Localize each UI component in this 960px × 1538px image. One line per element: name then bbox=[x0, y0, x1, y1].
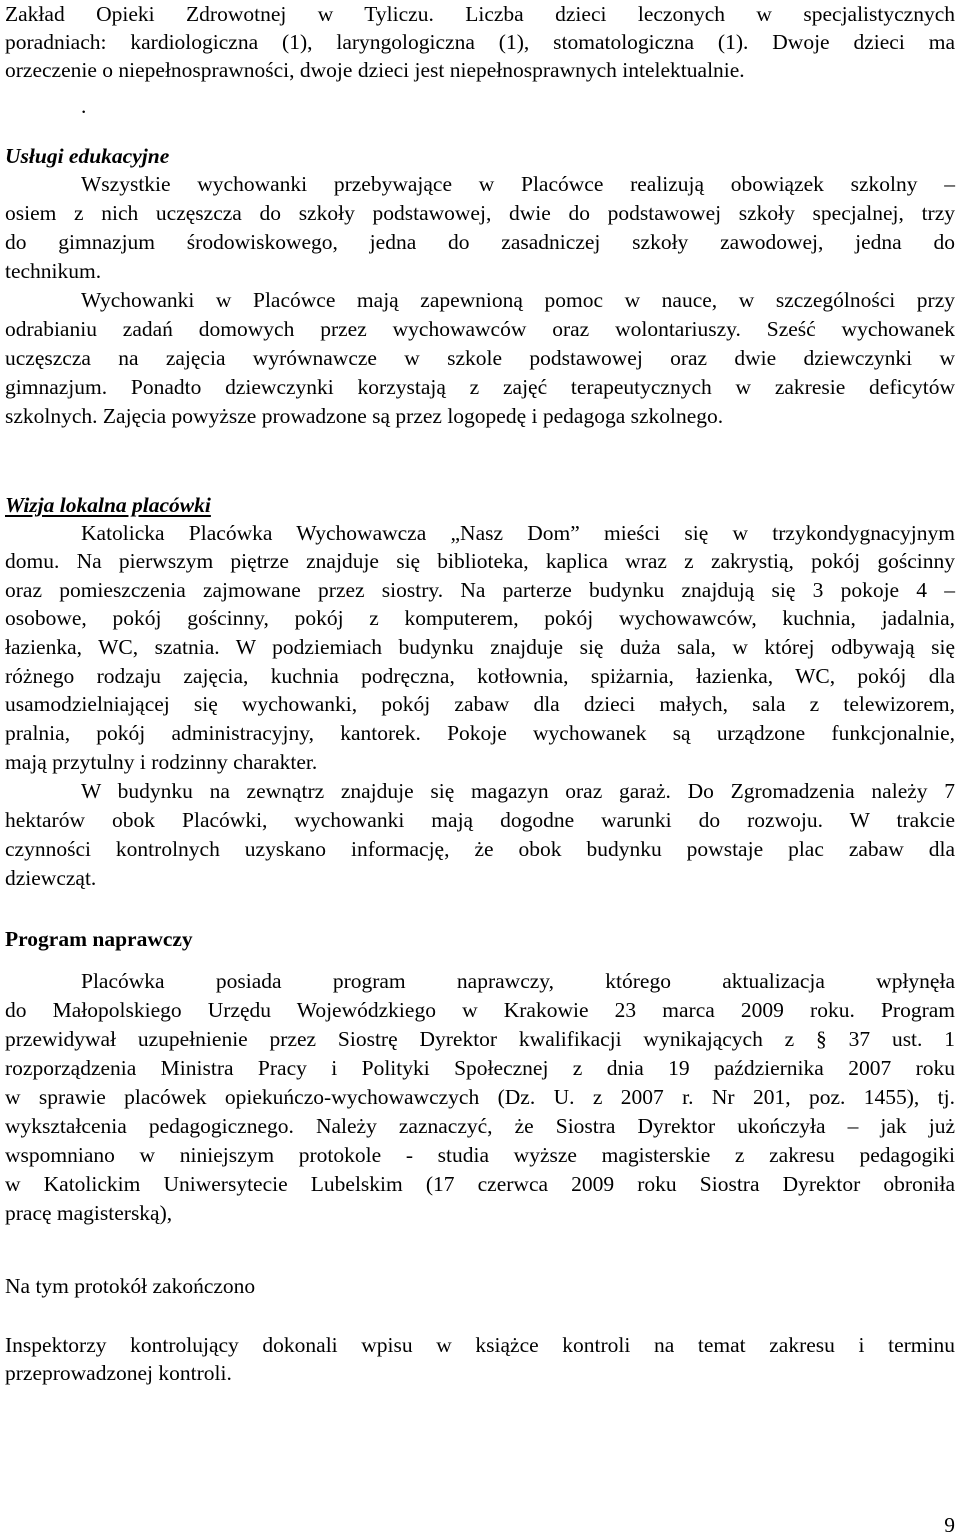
program-line: przewidywał uzupełnienie przez Siostrę Dyrektor kwalifikacji wynikających z § 37 ust. 1 bbox=[5, 1027, 955, 1051]
vision-line: pralnia, pokój administracyjny, kantorek. Pokoje wychowanek są urządzone funkcjonalnie, bbox=[5, 721, 955, 745]
education-line: technikum. bbox=[5, 259, 102, 283]
education-line: osiem z nich uczęszcza do szkoły podstawowej, dwie do podstawowej szkoły specjalnej, trzy bbox=[5, 201, 955, 225]
vision-line: Katolicka Placówka Wychowawcza „Nasz Dom” mieści się w trzykondygnacyjnym bbox=[81, 521, 955, 545]
program-line: do Małopolskiego Urzędu Wojewódzkiego w Krakowie 23 marca 2009 roku. Program bbox=[5, 998, 955, 1022]
education-line: gimnazjum. Ponadto dziewczynki korzystają z zajęć terapeutycznych w zakresie deficytów bbox=[5, 375, 955, 399]
closing-line: przeprowadzonej kontroli. bbox=[5, 1361, 232, 1385]
page-number: 9 bbox=[944, 1513, 955, 1537]
program-line: w Katolickim Uniwersytecie Lubelskim (17 czerwca 2009 roku Siostra Dyrektor obroniła bbox=[5, 1172, 955, 1196]
intro-dot: . bbox=[81, 94, 87, 118]
education-line: Wszystkie wychowanki przebywające w Placówce realizują obowiązek szkolny – bbox=[81, 172, 955, 196]
section-title-education: Usługi edukacyjne bbox=[5, 144, 170, 168]
vision-line: różnego rodzaju zajęcia, kuchnia podręczna, kotłownia, spiżarnia, łazienka, WC, pokój dla bbox=[5, 664, 955, 688]
vision-line: czynności kontrolnych uzyskano informację, że obok budynku powstaje plac zabaw dla bbox=[5, 837, 955, 861]
education-line: Wychowanki w Placówce mają zapewnioną pomoc w nauce, w szczególności przy bbox=[81, 288, 955, 312]
protocol-ended-text: Na tym protokół zakończono bbox=[5, 1274, 256, 1298]
vision-line: hektarów obok Placówki, wychowanki mają dogodne warunki do rozwoju. W trakcie bbox=[5, 808, 955, 832]
vision-line: W budynku na zewnątrz znajduje się magazyn oraz garaż. Do Zgromadzenia należy 7 bbox=[81, 779, 955, 803]
vision-line: domu. Na pierwszym piętrze znajduje się biblioteka, kaplica wraz z zakrystią, pokój gościnny bbox=[5, 549, 955, 573]
program-line: Placówka posiada program naprawczy, którego aktualizacja wpłynęła bbox=[81, 969, 955, 993]
intro-line: orzeczenie o niepełnosprawności, dwoje dzieci jest niepełnosprawnych intelektualnie. bbox=[5, 58, 745, 82]
section-title-vision: Wizja lokalna placówki bbox=[5, 493, 211, 517]
vision-line: osobowe, pokój gościnny, pokój z komputerem, pokój wychowawców, kuchnia, jadalnia, bbox=[5, 606, 955, 630]
program-line: wspomniano w niniejszym protokole - studia wyższe magisterskie z zakresu pedagogiki bbox=[5, 1143, 955, 1167]
education-line: szkolnych. Zajęcia powyższe prowadzone są przez logopedę i pedagoga szkolnego. bbox=[5, 404, 724, 428]
education-line: do gimnazjum środowiskowego, jedna do zasadniczej szkoły zawodowej, jedna do bbox=[5, 230, 955, 254]
education-line: uczęszcza na zajęcia wyrównawcze w szkole podstawowej oraz dwie dziewczynki w bbox=[5, 346, 955, 370]
vision-line: oraz pomieszczenia zajmowane przez siostry. Na parterze budynku znajdują się 3 pokoje 4 – bbox=[5, 578, 955, 602]
program-line: wykształcenia pedagogicznego. Należy zaznaczyć, że Siostra Dyrektor ukończyła – jak już bbox=[5, 1114, 955, 1138]
closing-line: Inspektorzy kontrolujący dokonali wpisu w książce kontroli na temat zakresu i terminu bbox=[5, 1333, 955, 1357]
program-line: w sprawie placówek opiekuńczo-wychowawczych (Dz. U. z 2007 r. Nr 201, poz. 1455), tj. bbox=[5, 1085, 955, 1109]
section-title-program: Program naprawczy bbox=[5, 927, 193, 951]
intro-line: poradniach: kardiologiczna (1), laryngologiczna (1), stomatologiczna (1). Dwoje dzieci ma bbox=[5, 30, 955, 54]
vision-line: mają przytulny i rodzinny charakter. bbox=[5, 750, 318, 774]
program-line: rozporządzenia Ministra Pracy i Polityki Społecznej z dnia 19 października 2007 roku bbox=[5, 1056, 955, 1080]
program-line: pracę magisterską), bbox=[5, 1201, 173, 1225]
vision-line: dziewcząt. bbox=[5, 866, 97, 890]
vision-line: łazienka, WC, szatnia. W podziemiach budynku znajduje się duża sala, w której odbywają się bbox=[5, 635, 955, 659]
education-line: odrabianiu zadań domowych przez wychowawców oraz wolontariuszy. Sześć wychowanek bbox=[5, 317, 955, 341]
vision-line: usamodzielniającej się wychowanki, pokój zabaw dla dzieci małych, sala z telewizorem, bbox=[5, 692, 955, 716]
intro-line: Zakład Opieki Zdrowotnej w Tyliczu. Liczba dzieci leczonych w specjalistycznych bbox=[5, 2, 955, 26]
